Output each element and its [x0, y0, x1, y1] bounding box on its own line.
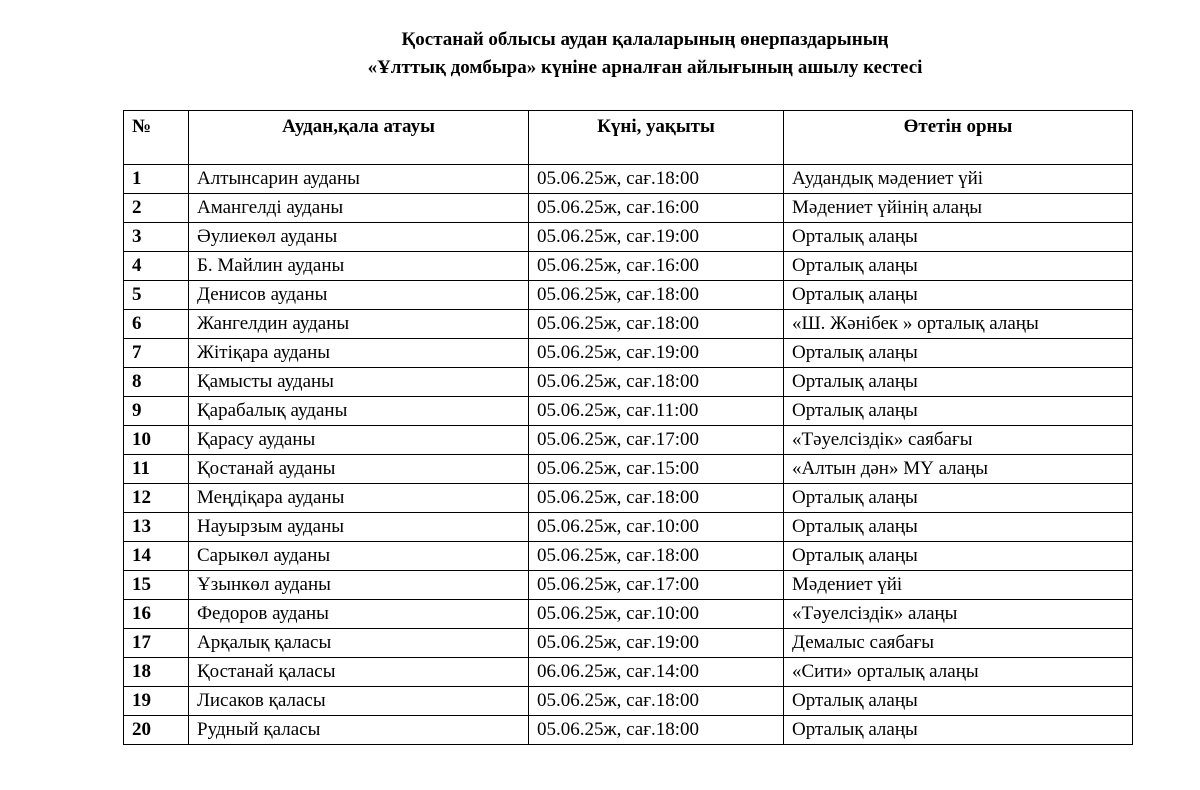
table-row: [124, 426, 1133, 455]
table-row: [124, 165, 1133, 194]
district-name-cell: Б. Майлин ауданы: [189, 252, 529, 281]
district-name-cell: Лисаков қаласы: [189, 687, 529, 716]
date-time-cell: 05.06.25ж, сағ.18:00: [529, 310, 784, 339]
row-number: 8: [124, 368, 189, 397]
venue-cell: Орталық алаңы: [784, 368, 1133, 397]
table-row: [124, 542, 1133, 571]
table-row: [124, 455, 1133, 484]
title-line-2: «Ұлттық домбыра» күніне арналған айлығының ашылу кестесі: [367, 57, 923, 78]
table-row: [124, 658, 1133, 687]
date-time-cell: 05.06.25ж, сағ.10:00: [529, 600, 784, 629]
venue-cell: Орталық алаңы: [784, 339, 1133, 368]
row-number: 3: [124, 223, 189, 252]
venue-cell: Мәдениет үйінің алаңы: [784, 194, 1133, 223]
header-number: №: [124, 111, 189, 165]
row-number: 19: [124, 687, 189, 716]
table-row: [124, 513, 1133, 542]
row-number: 11: [124, 455, 189, 484]
date-time-cell: 05.06.25ж, сағ.17:00: [529, 426, 784, 455]
row-number: 1: [124, 165, 189, 194]
district-name-cell: Рудный қаласы: [189, 716, 529, 745]
district-name-cell: Қарабалық ауданы: [189, 397, 529, 426]
row-number: 6: [124, 310, 189, 339]
row-number: 17: [124, 629, 189, 658]
table-row: [124, 629, 1133, 658]
date-time-cell: 05.06.25ж, сағ.15:00: [529, 455, 784, 484]
venue-cell: Орталық алаңы: [784, 513, 1133, 542]
date-time-cell: 05.06.25ж, сағ.10:00: [529, 513, 784, 542]
row-number: 10: [124, 426, 189, 455]
header-date-time: Күні, уақыты: [529, 111, 784, 165]
district-name-cell: Арқалық қаласы: [189, 629, 529, 658]
schedule-table: [123, 110, 1133, 745]
venue-cell: Орталық алаңы: [784, 281, 1133, 310]
venue-cell: Орталық алаңы: [784, 716, 1133, 745]
district-name-cell: Науырзым ауданы: [189, 513, 529, 542]
district-name-cell: Жітіқара ауданы: [189, 339, 529, 368]
district-name-cell: Қостанай қаласы: [189, 658, 529, 687]
district-name-cell: Сарыкөл ауданы: [189, 542, 529, 571]
date-time-cell: 05.06.25ж, сағ.11:00: [529, 397, 784, 426]
table-row: [124, 310, 1133, 339]
date-time-cell: 05.06.25ж, сағ.16:00: [529, 252, 784, 281]
row-number: 5: [124, 281, 189, 310]
venue-cell: Орталық алаңы: [784, 687, 1133, 716]
title-line-1: Қостанай облысы аудан қалаларының өнерпаздарының: [401, 29, 889, 50]
row-number: 7: [124, 339, 189, 368]
row-number: 16: [124, 600, 189, 629]
table-row: [124, 397, 1133, 426]
date-time-cell: 05.06.25ж, сағ.19:00: [529, 339, 784, 368]
district-name-cell: Ұзынкөл ауданы: [189, 571, 529, 600]
venue-cell: Аудандық мәдениет үйі: [784, 165, 1133, 194]
venue-cell: Орталық алаңы: [784, 397, 1133, 426]
row-number: 15: [124, 571, 189, 600]
table-row: [124, 281, 1133, 310]
district-name-cell: Амангелді ауданы: [189, 194, 529, 223]
venue-cell: «Тәуелсіздік» алаңы: [784, 600, 1133, 629]
district-name-cell: Қарасу ауданы: [189, 426, 529, 455]
district-name-cell: Жангелдин ауданы: [189, 310, 529, 339]
venue-cell: «Ш. Жәнібек » орталық алаңы: [784, 310, 1133, 339]
row-number: 20: [124, 716, 189, 745]
date-time-cell: 05.06.25ж, сағ.18:00: [529, 687, 784, 716]
venue-cell: Орталық алаңы: [784, 252, 1133, 281]
date-time-cell: 05.06.25ж, сағ.17:00: [529, 571, 784, 600]
venue-cell: «Алтын дән» МҮ алаңы: [784, 455, 1133, 484]
document-title: [0, 26, 1200, 82]
date-time-cell: 05.06.25ж, сағ.19:00: [529, 223, 784, 252]
row-number: 2: [124, 194, 189, 223]
row-number: 18: [124, 658, 189, 687]
date-time-cell: 05.06.25ж, сағ.18:00: [529, 368, 784, 397]
venue-cell: Демалыс саябағы: [784, 629, 1133, 658]
table-row: [124, 571, 1133, 600]
district-name-cell: Алтынсарин ауданы: [189, 165, 529, 194]
venue-cell: «Сити» орталық алаңы: [784, 658, 1133, 687]
table-row: [124, 368, 1133, 397]
date-time-cell: 05.06.25ж, сағ.18:00: [529, 281, 784, 310]
district-name-cell: Меңдіқара ауданы: [189, 484, 529, 513]
table-row: [124, 716, 1133, 745]
district-name-cell: Әулиекөл ауданы: [189, 223, 529, 252]
row-number: 14: [124, 542, 189, 571]
district-name-cell: Федоров ауданы: [189, 600, 529, 629]
date-time-cell: 05.06.25ж, сағ.18:00: [529, 716, 784, 745]
date-time-cell: 05.06.25ж, сағ.18:00: [529, 165, 784, 194]
date-time-cell: 05.06.25ж, сағ.16:00: [529, 194, 784, 223]
venue-cell: «Тәуелсіздік» саябағы: [784, 426, 1133, 455]
table-header-row: [124, 111, 1133, 165]
row-number: 12: [124, 484, 189, 513]
table-row: [124, 194, 1133, 223]
table-row: [124, 484, 1133, 513]
table-body: [124, 165, 1133, 745]
district-name-cell: Қамысты ауданы: [189, 368, 529, 397]
venue-cell: Орталық алаңы: [784, 484, 1133, 513]
row-number: 4: [124, 252, 189, 281]
table-row: [124, 600, 1133, 629]
venue-cell: Мәдениет үйі: [784, 571, 1133, 600]
header-venue: Өтетін орны: [784, 111, 1133, 165]
district-name-cell: Қостанай ауданы: [189, 455, 529, 484]
date-time-cell: 05.06.25ж, сағ.18:00: [529, 542, 784, 571]
row-number: 9: [124, 397, 189, 426]
table-row: [124, 223, 1133, 252]
date-time-cell: 05.06.25ж, сағ.18:00: [529, 484, 784, 513]
table-row: [124, 339, 1133, 368]
table-row: [124, 687, 1133, 716]
venue-cell: Орталық алаңы: [784, 223, 1133, 252]
date-time-cell: 06.06.25ж, сағ.14:00: [529, 658, 784, 687]
table-row: [124, 252, 1133, 281]
district-name-cell: Денисов ауданы: [189, 281, 529, 310]
header-district-name: Аудан,қала атауы: [189, 111, 529, 165]
venue-cell: Орталық алаңы: [784, 542, 1133, 571]
date-time-cell: 05.06.25ж, сағ.19:00: [529, 629, 784, 658]
row-number: 13: [124, 513, 189, 542]
